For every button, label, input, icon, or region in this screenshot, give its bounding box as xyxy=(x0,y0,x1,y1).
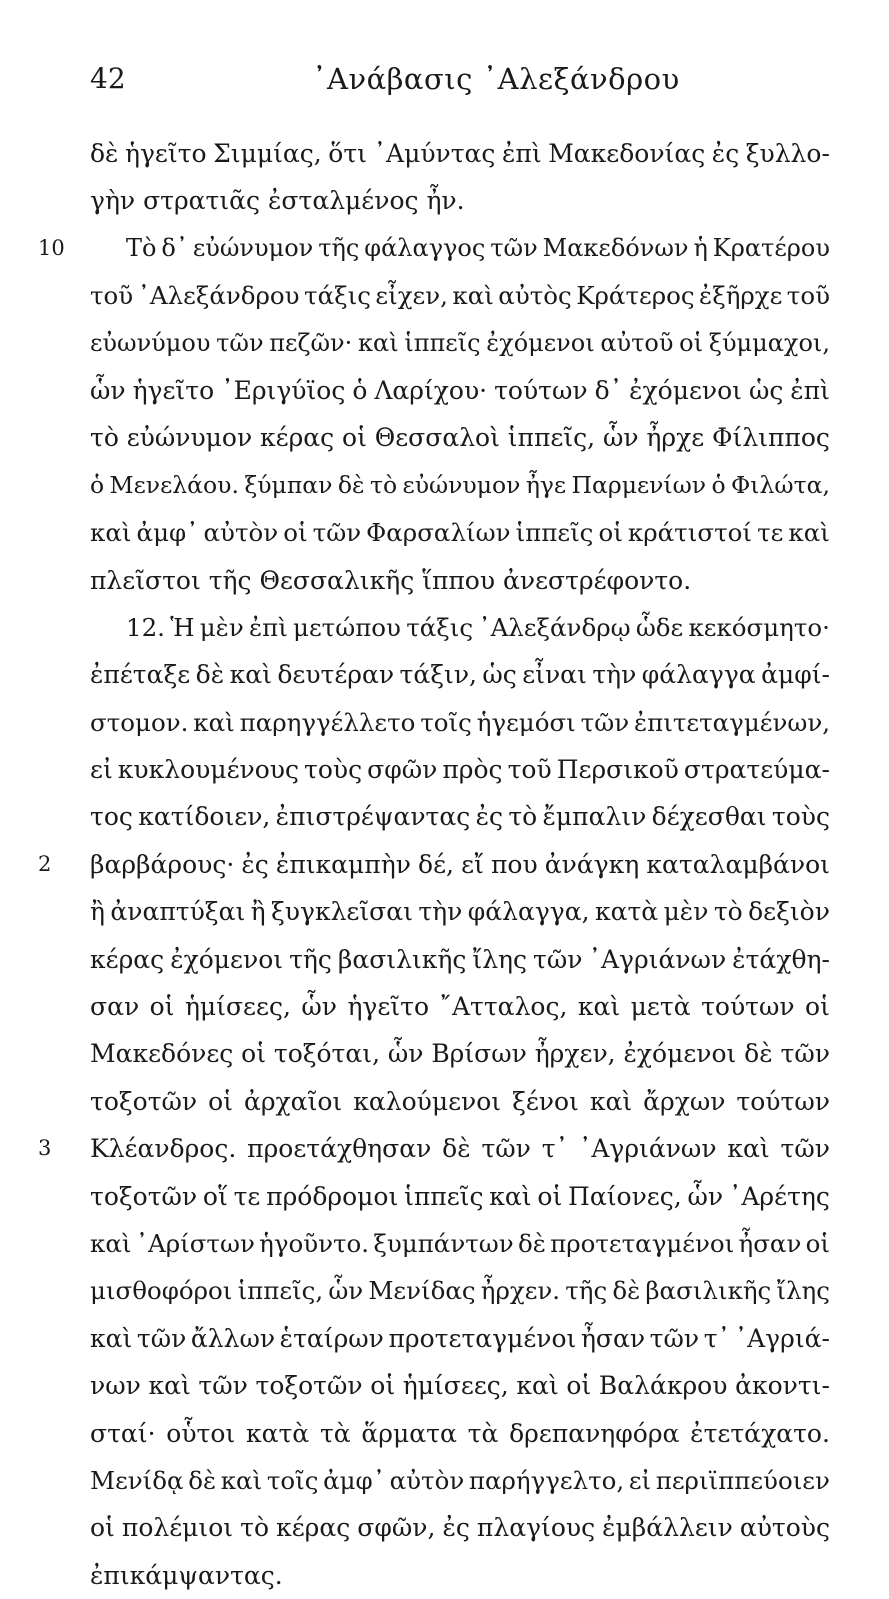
word: ἡμίσεες, xyxy=(184,992,291,1022)
word: κατίδοιεν, xyxy=(138,802,271,832)
word: ῎Ατταλος, xyxy=(439,992,568,1022)
word: οἱ xyxy=(342,423,367,453)
word: δὲ xyxy=(612,1276,641,1306)
word: κράτιστοί xyxy=(627,518,752,548)
word: ἢ xyxy=(90,897,105,927)
word: ἐχόμενοι xyxy=(629,375,742,405)
word: ἡγεῖτο xyxy=(125,139,207,168)
text-line xyxy=(90,1078,830,1125)
word: ἡγεῖτο xyxy=(132,375,215,405)
word: οἱ xyxy=(805,992,830,1022)
word: τοξοτῶν xyxy=(255,1371,363,1401)
word: ἡμίσεες, xyxy=(402,1371,509,1401)
text-line xyxy=(90,1457,830,1504)
word: στομον. xyxy=(90,707,189,737)
word: εὐωνύμου xyxy=(90,328,211,357)
word: τῶν xyxy=(533,944,583,974)
word: καὶ xyxy=(357,328,399,357)
text-body xyxy=(38,130,830,1599)
word: τάξιν, xyxy=(399,660,477,690)
word: ὡς xyxy=(748,375,784,405)
word: εἶχεν, xyxy=(375,281,448,311)
word: δεξιὸν xyxy=(748,897,830,927)
word: τῶν xyxy=(780,1039,830,1069)
word: τος xyxy=(90,802,133,832)
word: ἐπὶ xyxy=(790,375,830,405)
word: καὶ xyxy=(727,1134,770,1164)
word: δὲ xyxy=(90,139,119,168)
word: στρατεύμα- xyxy=(683,755,830,785)
word: τοῦ xyxy=(90,281,134,311)
word: τὴν xyxy=(592,660,637,690)
word: καὶ xyxy=(90,1228,132,1258)
word: ὧν xyxy=(387,1039,424,1069)
word: δὲ xyxy=(442,1134,471,1164)
word: καὶ xyxy=(577,992,621,1022)
word: καὶ xyxy=(90,518,132,548)
word: καὶ xyxy=(489,1181,532,1211)
word: τοὺς xyxy=(304,755,363,785)
word: καὶ xyxy=(589,1086,633,1116)
word: προτεταγμένοι xyxy=(550,1228,735,1258)
word: καὶ xyxy=(90,1323,133,1353)
word: ἐς xyxy=(475,802,503,832)
text-line xyxy=(90,1362,830,1409)
word: τ᾿ xyxy=(541,1134,569,1164)
word: Κρατέρου xyxy=(712,233,830,262)
word: ἐπιτεταγμένων, xyxy=(633,707,830,737)
word: ἦσαν xyxy=(580,1323,646,1353)
word: σφῶν xyxy=(367,755,438,785)
word: Ἡ xyxy=(170,612,195,642)
word: Περσικοῦ xyxy=(556,755,679,785)
word: ἀμφί- xyxy=(761,660,830,690)
word: Βρίσων xyxy=(431,1039,527,1069)
word: ὧν xyxy=(90,375,126,405)
word: δρεπανηφόρα xyxy=(509,1418,680,1448)
word: πρὸς xyxy=(442,755,503,785)
word: προτεταγμένοι xyxy=(388,1323,577,1353)
word: ἐπὶ xyxy=(248,612,288,642)
word: τῶν xyxy=(312,518,362,548)
word: δὲ xyxy=(517,1228,546,1258)
word: Θεσσαλοὶ xyxy=(374,423,500,453)
word: αὐτοὺς xyxy=(739,1513,830,1543)
word: τὸ xyxy=(90,423,119,453)
word: βασιλικῆς xyxy=(645,1276,772,1306)
word: δ᾿ xyxy=(594,375,623,405)
word: ὧν xyxy=(687,1181,724,1211)
word: μισθοφόροι xyxy=(90,1276,233,1306)
text-line xyxy=(38,841,830,888)
word: Φαρσαλίων xyxy=(366,518,511,548)
word: Σιμμίας, xyxy=(213,139,322,168)
word: ἐτετάχατο. xyxy=(690,1418,830,1448)
text-line xyxy=(90,367,830,414)
word: ἡγοῦντο. xyxy=(259,1228,370,1258)
word: οἱ xyxy=(537,1181,563,1211)
word: ἦσαν xyxy=(738,1228,802,1258)
text-line xyxy=(90,1220,830,1267)
word: τῆς xyxy=(289,944,332,974)
word: οἱ xyxy=(805,1228,830,1258)
word: κυκλουμένους xyxy=(117,755,299,785)
page-number: 42 xyxy=(90,62,126,95)
text-line xyxy=(90,320,830,367)
word: ἴλης xyxy=(472,944,528,974)
word: τοῦ xyxy=(786,281,830,311)
word: ἡ xyxy=(693,233,708,262)
text-line xyxy=(90,509,830,556)
word: ἅρματα xyxy=(361,1418,457,1448)
word: Λαρίχου· xyxy=(374,375,488,405)
word: τῶν xyxy=(481,1134,531,1164)
word: τῶν xyxy=(580,707,630,737)
word: καταλαμβάνοι xyxy=(646,849,830,879)
word: Μακεδονίας xyxy=(548,139,706,168)
word: ἐς xyxy=(241,849,269,879)
word: οἱ xyxy=(149,992,175,1022)
word: καὶ xyxy=(193,707,235,737)
word: σταί· xyxy=(90,1418,156,1448)
margin-line-number: 10 xyxy=(38,235,65,260)
word: ἐμβάλλειν xyxy=(602,1513,733,1543)
word: Τὸ xyxy=(126,233,157,262)
word: τῶν xyxy=(198,1371,248,1401)
text-line xyxy=(90,130,830,177)
word: παρήγγελτο, xyxy=(468,1465,625,1495)
word: ἀναπτύξαι xyxy=(110,897,246,927)
word: τοῖς xyxy=(420,707,472,737)
word: ὅτι xyxy=(328,139,367,168)
word: ᾿Αλεξάνδρῳ xyxy=(478,612,631,642)
word: τε xyxy=(233,1181,261,1211)
word: καὶ xyxy=(516,1371,559,1401)
word: δὲ xyxy=(188,1465,217,1495)
word: κέρας xyxy=(276,1513,351,1543)
word: μὲν xyxy=(663,897,709,927)
word: μὲν xyxy=(199,612,244,642)
margin-line-number: 3 xyxy=(38,1136,52,1161)
word: ὧν xyxy=(602,423,639,453)
word: περιϊππεύοιεν xyxy=(655,1465,830,1495)
word: εἴ xyxy=(461,849,484,879)
word: οἱ xyxy=(283,518,308,548)
word: οἱ xyxy=(598,518,623,548)
word: τούτων xyxy=(736,1086,830,1116)
word: 12. xyxy=(126,612,165,642)
word: ἐπιστρέψαντας xyxy=(275,802,471,832)
word: ἴλης xyxy=(776,1276,830,1306)
word: ἐς xyxy=(442,1513,470,1543)
word: ἐπὶ xyxy=(501,139,542,168)
word: Μακεδόνων xyxy=(542,233,689,262)
text-line xyxy=(90,1173,830,1220)
word: ᾿Αλεξάνδρου xyxy=(137,281,300,311)
word: καὶ xyxy=(220,1465,263,1495)
word: Παρμενίων xyxy=(571,470,707,499)
word: τὰ xyxy=(467,1418,499,1448)
word: αὐτὸν xyxy=(389,1465,465,1495)
word: Μενίδᾳ xyxy=(90,1465,184,1495)
text-line xyxy=(90,888,830,935)
line-text: πλεῖστοι τῆς Θεσσαλικῆς ἵππου ἀνεστρέφοντο. xyxy=(90,565,692,595)
word: ἀμφ᾿ xyxy=(323,1465,385,1495)
word: κατὰ xyxy=(245,1418,310,1448)
text-line xyxy=(90,1315,830,1362)
margin-line-number: 2 xyxy=(38,851,52,876)
word: ἐχόμενοι xyxy=(623,1039,737,1069)
word: τὰ xyxy=(319,1418,351,1448)
text-line xyxy=(90,272,830,319)
word: οἱ xyxy=(370,1371,396,1401)
word: οἱ xyxy=(241,1039,267,1069)
word: ὧδε xyxy=(635,612,684,642)
word: τῶν xyxy=(780,1134,830,1164)
word: πλαγίους xyxy=(476,1513,596,1543)
word: βασιλικῆς xyxy=(337,944,467,974)
word: ᾿Εριγύϊος xyxy=(221,375,346,405)
word: οὗτοι xyxy=(166,1418,236,1448)
word: ᾿Αρίστων xyxy=(135,1228,255,1258)
word: τῆς xyxy=(318,233,360,262)
text-line xyxy=(90,1267,830,1314)
word: ἑταίρων xyxy=(279,1323,384,1353)
word: τ᾿ xyxy=(703,1323,731,1353)
word: ὁ xyxy=(90,470,105,499)
word: φάλαγγα xyxy=(641,660,756,690)
text-line xyxy=(90,793,830,840)
text-line xyxy=(90,1410,830,1457)
word: ἦρχε xyxy=(646,423,705,453)
word: οἵ xyxy=(202,1181,228,1211)
text-line xyxy=(90,414,830,461)
word: ξύμπαν xyxy=(244,470,333,499)
text-line xyxy=(38,225,830,272)
word: ἔμπαλιν xyxy=(542,802,647,832)
word: τούτων xyxy=(701,992,795,1022)
word: ἀνάγκη xyxy=(544,849,640,879)
word: δευτέραν xyxy=(277,660,395,690)
word: οἱ xyxy=(679,328,704,357)
word: βαρβάρους· xyxy=(90,849,235,879)
word: ξένοι xyxy=(512,1086,579,1116)
word: μετὰ xyxy=(630,992,691,1022)
word: ἱππεῖς xyxy=(404,1181,484,1211)
word: ἐπέταξε xyxy=(90,660,191,690)
word: σφῶν, xyxy=(357,1513,436,1543)
word: κεκόσμητο· xyxy=(688,612,830,642)
word: δὲ xyxy=(337,470,365,499)
text-line xyxy=(90,557,830,604)
word: ξυλλο- xyxy=(745,139,830,168)
word: Κράτερος xyxy=(576,281,695,311)
word: ξύμμαχοι, xyxy=(708,328,830,357)
word: ἄλλων xyxy=(190,1323,276,1353)
word: αὐτὸν xyxy=(203,518,279,548)
word: τὴν xyxy=(418,897,463,927)
word: ᾿Αμύντας xyxy=(373,139,496,168)
word: Βαλάκρου xyxy=(598,1371,728,1401)
text-line xyxy=(90,1030,830,1077)
word: ᾿Αρέτης xyxy=(728,1181,830,1211)
text-line xyxy=(90,604,830,651)
word: τῶν xyxy=(490,233,538,262)
word: νων xyxy=(90,1371,141,1401)
word: τὸ xyxy=(508,802,538,832)
word: εὐώνυμον xyxy=(402,470,521,499)
text-line xyxy=(90,936,830,983)
word: καὶ xyxy=(148,1371,191,1401)
word: προετάχθησαν xyxy=(247,1134,432,1164)
word: ὁ xyxy=(711,470,726,499)
word: ἐτάχθη- xyxy=(732,944,830,974)
word: καὶ xyxy=(452,281,494,311)
word: παρηγγέλλετο xyxy=(239,707,416,737)
word: φάλαγγα, xyxy=(467,897,590,927)
text-line xyxy=(90,1504,830,1551)
word: ἱππεῖς, xyxy=(237,1276,324,1306)
word: τε xyxy=(757,518,784,548)
word: ἀρχαῖοι xyxy=(243,1086,343,1116)
word: τῶν xyxy=(649,1323,700,1353)
word: τάξις xyxy=(406,612,474,642)
word: ἦρχεν, xyxy=(534,1039,616,1069)
word: εἶναι xyxy=(522,660,587,690)
word: πολέμιοι xyxy=(121,1513,234,1543)
word: ἐς xyxy=(711,139,740,168)
word: ᾿Αγριά- xyxy=(734,1323,830,1353)
word: ἡγεῖτο xyxy=(347,992,429,1022)
word: τὸ xyxy=(240,1513,270,1543)
word: ὧν xyxy=(301,992,337,1022)
word: τοὺς xyxy=(771,802,830,832)
word: ἢ xyxy=(250,897,266,927)
word: ἡγεμόσι xyxy=(476,707,576,737)
word: εὐώνυμον xyxy=(126,423,253,453)
word: κέρας xyxy=(90,944,165,974)
text-line xyxy=(90,177,830,224)
word: τὸ xyxy=(369,470,398,499)
word: οἱ xyxy=(90,1513,115,1543)
word: Φιλώτα, xyxy=(731,470,830,499)
word: τῶν xyxy=(136,1323,187,1353)
word: δὲ xyxy=(195,660,225,690)
word: τοξόται, xyxy=(273,1039,381,1069)
word: ἱππεῖς xyxy=(515,518,594,548)
word: αὐτὸς xyxy=(498,281,572,311)
word: καὶ xyxy=(229,660,272,690)
word: εἰ xyxy=(90,755,113,785)
word: ἀκοντι- xyxy=(735,1371,830,1401)
word: τοῖς xyxy=(266,1465,319,1495)
word: ᾿Αγριάνων xyxy=(578,1134,717,1164)
word: κατὰ xyxy=(594,897,659,927)
word: φάλαγγος xyxy=(364,233,486,262)
word: δέχεσθαι xyxy=(651,802,767,832)
text-line xyxy=(90,983,830,1030)
word: ἦγε xyxy=(525,470,567,499)
word: τοξοτῶν xyxy=(90,1181,198,1211)
text-line xyxy=(90,746,830,793)
word: Μακεδόνες xyxy=(90,1039,234,1069)
word: ἀμφ᾿ xyxy=(136,518,199,548)
word: ᾿Αγριάνων xyxy=(588,944,727,974)
word: οἱ xyxy=(208,1086,233,1116)
word: καὶ xyxy=(788,518,830,548)
word: Φίλιππος xyxy=(712,423,830,453)
word: ὡς xyxy=(482,660,517,690)
text-line xyxy=(90,651,830,698)
word: πρόδρομοι xyxy=(266,1181,399,1211)
word: κέρας xyxy=(260,423,335,453)
word: Μενελάου. xyxy=(109,470,239,499)
word: ἦρχεν. xyxy=(480,1276,561,1306)
word: τούτων xyxy=(494,375,588,405)
word: ὁ xyxy=(352,375,368,405)
word: Κλέανδρος. xyxy=(90,1134,237,1164)
word: αὐτοῦ xyxy=(600,328,674,357)
text-line xyxy=(90,1552,830,1599)
word: ἐξῆρχε xyxy=(699,281,783,311)
line-text: γὴν στρατιᾶς ἐσταλμένος ἦν. xyxy=(90,186,465,216)
text-line xyxy=(90,462,830,509)
word: εἰ xyxy=(628,1465,652,1495)
word: τοῦ xyxy=(507,755,552,785)
word: εὐώνυμον xyxy=(192,233,314,262)
word: ξυγκλεῖσαι xyxy=(271,897,413,927)
text-line xyxy=(38,1125,830,1172)
word: δέ, xyxy=(418,849,454,879)
word: οἱ xyxy=(566,1371,592,1401)
word: ἱππεῖς, xyxy=(507,423,596,453)
word: ἄρχων xyxy=(643,1086,726,1116)
word: ξυμπάντων xyxy=(373,1228,514,1258)
word: τὸ xyxy=(713,897,743,927)
word: τοξοτῶν xyxy=(90,1086,198,1116)
word: Μενίδας xyxy=(368,1276,476,1306)
word: ἐχόμενοι xyxy=(170,944,284,974)
word: ὧν xyxy=(328,1276,364,1306)
word: σαν xyxy=(90,992,140,1022)
word: ἐχόμενοι xyxy=(486,328,595,357)
text-line xyxy=(90,699,830,746)
word: ἱππεῖς xyxy=(404,328,481,357)
word: μετώπου xyxy=(293,612,401,642)
line-text: ἐπικάμψαντας. xyxy=(90,1560,283,1590)
word: τῶν xyxy=(216,328,264,357)
word: τάξις xyxy=(304,281,371,311)
word: που xyxy=(490,849,538,879)
running-title: ᾿Ανάβασις ᾿Αλεξάνδρου xyxy=(312,62,680,96)
word: Παίονες, xyxy=(568,1181,682,1211)
word: ἐπικαμπὴν xyxy=(275,849,411,879)
word: καλούμενοι xyxy=(353,1086,502,1116)
word: δὲ xyxy=(744,1039,773,1069)
word: πεζῶν· xyxy=(269,328,353,357)
word: τῆς xyxy=(565,1276,608,1306)
word: δ᾿ xyxy=(161,233,188,262)
